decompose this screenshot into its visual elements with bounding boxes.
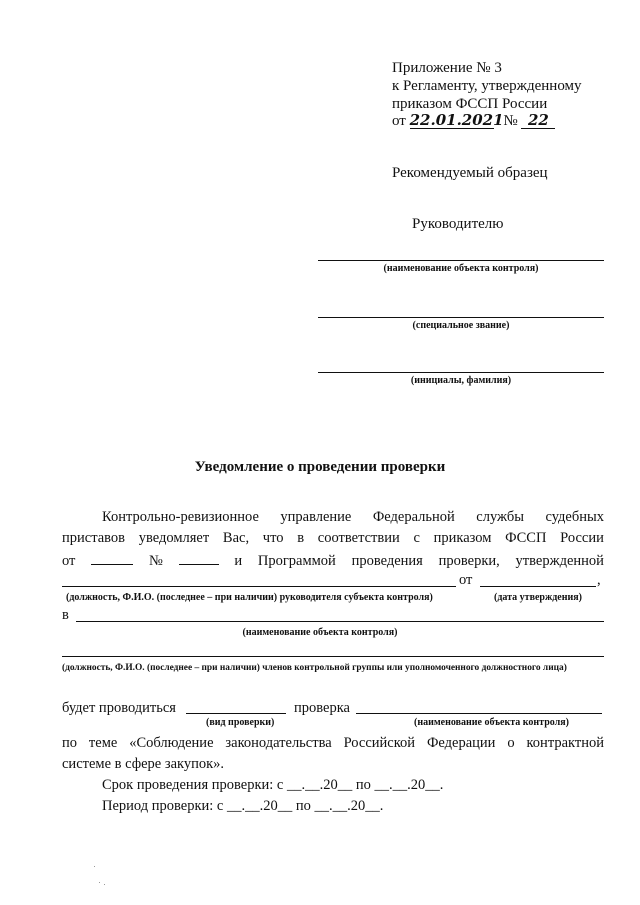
word: приставов [62,530,125,546]
word: о [507,735,515,751]
word: Контрольно-ревизионное [102,509,259,525]
word: утвержденной [515,553,604,569]
check-object-line [356,713,602,714]
appendix-line-2: к Регламенту, утвержденному [392,78,582,94]
word: России [560,530,604,546]
number-label: № [148,553,163,569]
scan-speck [94,866,95,867]
addressee-title: Руководителю [412,216,504,232]
head-position-line [62,586,456,587]
rank-line [318,317,604,318]
approval-from-label: от [459,572,473,588]
word: уведомляет [138,530,210,546]
will-be-label: будет проводиться [62,700,176,716]
notice-heading: Уведомление о проведении проверки [194,459,446,475]
object-line [76,621,604,622]
scan-speck [99,882,100,883]
word: судебных [545,509,604,525]
check-period-line: Период проверки: с __.__.20__ по __.__.20__. [102,798,384,814]
topic-line-1 [62,734,604,752]
check-type-line [186,713,286,714]
word: службы [476,509,524,525]
caption-approval-date: (дата утверждения) [494,592,582,603]
appendix-line-3: приказом ФССП России [392,96,548,112]
object-name-line [318,260,604,261]
handwritten-number: 22 [521,112,555,129]
number-prefix: № [503,113,518,129]
handwritten-date: 22.01.2021 [409,111,504,129]
caption-name: (инициалы, фамилия) [410,375,512,386]
check-term-line: Срок проведения проверки: с __.__.20__ по __.__.20__. [102,777,444,793]
caption-object-name: (наименование объекта контроля) [383,263,539,274]
word: контрактной [526,735,604,751]
order-number-blank [179,550,219,565]
appendix-date-line [392,112,555,130]
word: Вас, [222,530,250,546]
word: по [62,735,78,751]
word: и [234,553,243,569]
word: приказом [433,530,492,546]
recommended-sample-label: Рекомендуемый образец [392,165,548,181]
caption-object: (наименование объекта контроля) [242,627,398,638]
word: с [413,530,420,546]
caption-check-type: (вид проверки) [206,717,275,728]
word: теме [88,735,118,751]
word: Федеральной [372,509,455,525]
word: соответствии [317,530,400,546]
from-label: от [62,553,76,569]
word: проведения [351,553,423,569]
word: что [262,530,284,546]
paragraph-line-1 [102,508,604,526]
topic-line-2: системе в сфере закупок». [62,756,225,772]
in-label: в [62,607,69,623]
order-date-blank [91,550,133,565]
word: Федерации [426,735,496,751]
members-line [62,656,604,657]
word: в [297,530,305,546]
approval-date-line [480,586,596,587]
word: проверки, [438,553,500,569]
word: законодательства [225,735,332,751]
word: ФССП [505,530,547,546]
paragraph-line-3 [62,550,604,570]
word: Российской [343,735,416,751]
check-label: проверка [294,700,350,716]
word: «Соблюдение [129,735,214,751]
paragraph-line-2 [62,529,604,547]
word: Программой [257,553,336,569]
appendix-line-1: Приложение № 3 [392,60,502,76]
caption-members: (должность, Ф.И.О. (последнее – при наличии) членов контрольной группы или уполномоченного должностного лица) [62,663,567,673]
date-prefix: от [392,113,406,129]
caption-head-position: (должность, Ф.И.О. (последнее – при наличии) руководителя субъекта контроля) [66,592,433,603]
comma: , [597,572,601,588]
name-line [318,372,604,373]
caption-check-object: (наименование объекта контроля) [414,717,569,728]
caption-rank: (специальное звание) [412,320,510,331]
word: управление [280,509,352,525]
scan-speck [104,884,105,885]
